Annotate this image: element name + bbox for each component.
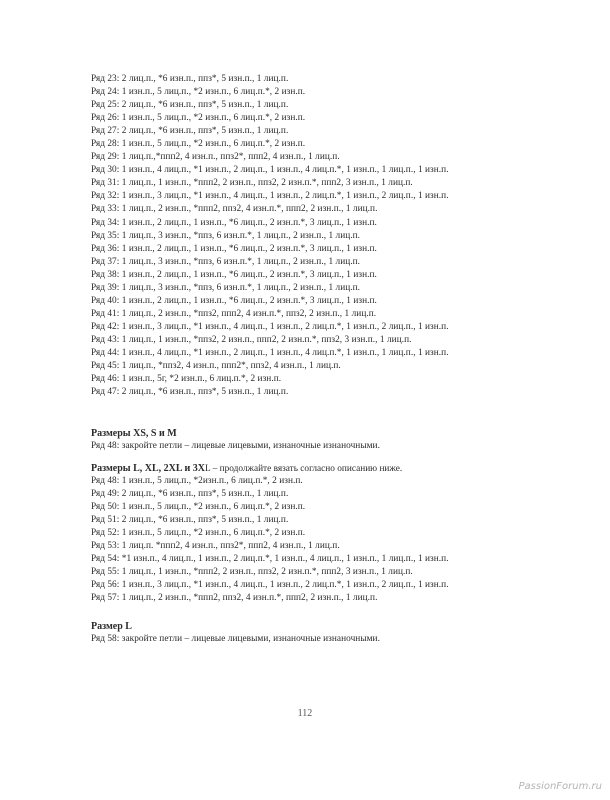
pattern-row: Ряд 52: 1 изн.п., 5 лиц.п., *2 изн.п., 6 лиц.п.*, 2 изн.п.	[91, 528, 306, 539]
section-sizes-xs-s-m	[91, 427, 601, 453]
pattern-row: Ряд 45: 1 лиц.п., *ппз2, 4 изн.п., ппп2*, ппз2, 4 изн.п., 1 лиц.п.	[91, 361, 341, 372]
pattern-row: Ряд 36: 1 изн.п., 2 лиц.п., 1 изн.п., *6 лиц.п., 2 изн.п.*, 3 лиц.п., 1 изн.п.	[91, 243, 377, 254]
section-sizes-l-to-3xl	[91, 462, 601, 605]
section-heading: Размер L	[91, 621, 132, 632]
pattern-row: Ряд 41: 1 лиц.п., 2 изн.п., *ппз2, ппп2, 4 изн.п.*, ппз2, 2 изн.п., 1 лиц.п.	[91, 308, 377, 319]
pattern-row: Ряд 23: 2 лиц.п., *6 изн.п., ппз*, 5 изн.п., 1 лиц.п.	[91, 74, 289, 84]
pattern-row: Ряд 38: 1 изн.п., 2 лиц.п., 1 изн.п., *6 лиц.п., 2 изн.п.*, 3 лиц.п., 1 изн.п.	[91, 269, 377, 280]
pattern-row: Ряд 34: 1 изн.п., 2 лиц.п., 1 изн.п., *6 лиц.п., 2 изн.п.*, 3 лиц.п., 1 изн.п.	[91, 217, 377, 228]
pattern-row: Ряд 58: закройте петли – лицевые лицевыми, изнаночные изнаночными.	[91, 634, 380, 644]
pattern-row: Ряд 43: 1 лиц.п., 1 изн.п., *ппз2, 2 изн.п., ппп2, 2 изн.п.*, ппз2, 3 изн.п., 1 лиц.п.	[91, 334, 412, 345]
pattern-row: Ряд 57: 1 лиц.п., 2 изн.п., *ппп2, ппз2, 4 изн.п.*, ппп2, 2 изн.п., 1 лиц.п.	[91, 593, 378, 604]
pattern-row: Ряд 48: 1 изн.п., 5 лиц.п., *2изн.п., 6 лиц.п.*, 2 изн.п.	[91, 476, 303, 486]
pattern-row: Ряд 44: 1 изн.п., 4 лиц.п., *1 изн.п., 2 лиц.п., 1 изн.п., 4 лиц.п.*, 1 изн.п., 1 лиц.п., 1 изн.п.	[91, 347, 449, 358]
pattern-row: Ряд 26: 1 изн.п., 5 лиц.п., *2 изн.п., 6 лиц.п.*, 2 изн.п.	[91, 113, 306, 124]
pattern-row: Ряд 39: 1 лиц.п., 3 изн.п., *ппз, 6 изн.п.*, 1 лиц.п., 2 изн.п., 1 лиц.п.	[91, 282, 361, 293]
pattern-row: Ряд 42: 1 изн.п., 3 лиц.п., *1 изн.п., 4 лиц.п., 1 изн.п., 2 лиц.п.*, 1 изн.п., 2 лиц.п., 1 изн.п.	[91, 321, 449, 332]
section-size-l	[91, 620, 601, 646]
pattern-row: Ряд 50: 1 изн.п., 5 лиц.п., *2 изн.п., 6 лиц.п.*, 2 изн.п.	[91, 502, 306, 513]
pattern-row: Ряд 33: 1 лиц.п., 2 изн.п., *ппп2, ппз2, 4 изн.п.*, ппп2, 2 изн.п., 1 лиц.п.	[91, 204, 378, 215]
section-heading-bold: Размеры L, XL, 2XL и 3X	[91, 463, 205, 474]
pattern-row: Ряд 37: 1 лиц.п., 3 изн.п., *ппз, 6 изн.п.*, 1 лиц.п., 2 изн.п., 1 лиц.п.	[91, 256, 361, 267]
pattern-row: Ряд 51: 2 лиц.п., *6 изн.п., ппз*, 5 изн.п., 1 лиц.п.	[91, 515, 289, 526]
pattern-row: Ряд 32: 1 изн.п., 3 лиц.п., *1 изн.п., 4 лиц.п., 1 изн.п., 2 лиц.п.*, 1 изн.п., 2 лиц.п., 1 изн.п.	[91, 191, 449, 202]
pattern-row: Ряд 40: 1 изн.п., 2 лиц.п., 1 изн.п., *6 лиц.п., 2 изн.п.*, 3 лиц.п., 1 изн.п.	[91, 295, 377, 306]
pattern-row: Ряд 27: 2 лиц.п., *6 изн.п., ппз*, 5 изн.п., 1 лиц.п.	[91, 126, 289, 137]
pattern-row: Ряд 46: 1 изн.п., 5г, *2 изн.п., 6 лиц.п.*, 2 изн.п.	[91, 374, 282, 385]
page-number: 112	[297, 708, 313, 719]
pattern-row: Ряд 30: 1 изн.п., 4 лиц.п., *1 изн.п., 2 лиц.п., 1 изн.п., 4 лиц.п.*, 1 изн.п., 1 лиц.п., 1 изн.п.	[91, 165, 449, 176]
pattern-row: Ряд 29: 1 лиц.п.,*ппп2, 4 изн.п., ппз2*, ппп2, 4 изн.п., 1 лиц.п.	[91, 152, 340, 163]
pattern-row: Ряд 48: закройте петли – лицевые лицевыми, изнаночные изнаночными.	[91, 441, 380, 451]
pattern-row: Ряд 49: 2 лиц.п., *6 изн.п., ппз*, 5 изн.п., 1 лиц.п.	[91, 489, 289, 500]
pattern-row: Ряд 47: 2 лиц.п., *6 изн.п., ппз*, 5 изн.п., 1 лиц.п.	[91, 387, 289, 398]
pattern-row: Ряд 25: 2 лиц.п., *6 изн.п., ппз*, 5 изн.п., 1 лиц.п.	[91, 100, 289, 111]
section-heading	[91, 462, 601, 475]
watermark: PassionForum.ru	[518, 781, 602, 792]
section-heading: Размеры XS, S и M	[91, 428, 177, 439]
pattern-row: Ряд 53: 1 лиц.п. *ппп2, 4 изн.п., ппз2*, ппп2, 4 изн.п., 1 лиц.п.	[91, 541, 340, 552]
pattern-row: Ряд 24: 1 изн.п., 5 лиц.п., *2 изн.п., 6 лиц.п.*, 2 изн.п.	[91, 87, 306, 98]
pattern-row: Ряд 31: 1 лиц.п., 1 изн.п., *ппп2, 2 изн.п., ппз2, 2 изн.п.*, ппп2, 3 изн.п., 1 лиц.п.	[91, 178, 413, 189]
pattern-row: Ряд 55: 1 лиц.п., 1 изн.п., *ппп2, 2 изн.п., ппз2, 2 изн.п.*, ппп2, 3 изн.п., 1 лиц.п.	[91, 567, 413, 578]
pattern-row: Ряд 35: 1 лиц.п., 3 изн.п., *ппз, 6 изн.п.*, 1 лиц.п., 2 изн.п., 1 лиц.п.	[91, 230, 361, 241]
pattern-row: Ряд 56: 1 изн.п., 3 лиц.п., *1 изн.п., 4 лиц.п., 1 изн.п., 2 лиц.п.*, 1 изн.п., 2 лиц.п., 1 изн.п.	[91, 580, 449, 591]
rows-part1	[91, 73, 601, 399]
section-heading-rest: L – продолжайте вязать согласно описанию ниже.	[205, 464, 403, 474]
pattern-row: Ряд 28: 1 изн.п., 5 лиц.п., *2 изн.п., 6 лиц.п.*, 2 изн.п.	[91, 139, 306, 150]
pattern-row: Ряд 54: *1 изн.п., 4 лиц.п., 1 изн.п., 2 лиц.п.*, 1 изн.п., 4 лиц.п., 1 изн.п., 1 лиц.п., 1 изн.п.	[91, 554, 449, 565]
